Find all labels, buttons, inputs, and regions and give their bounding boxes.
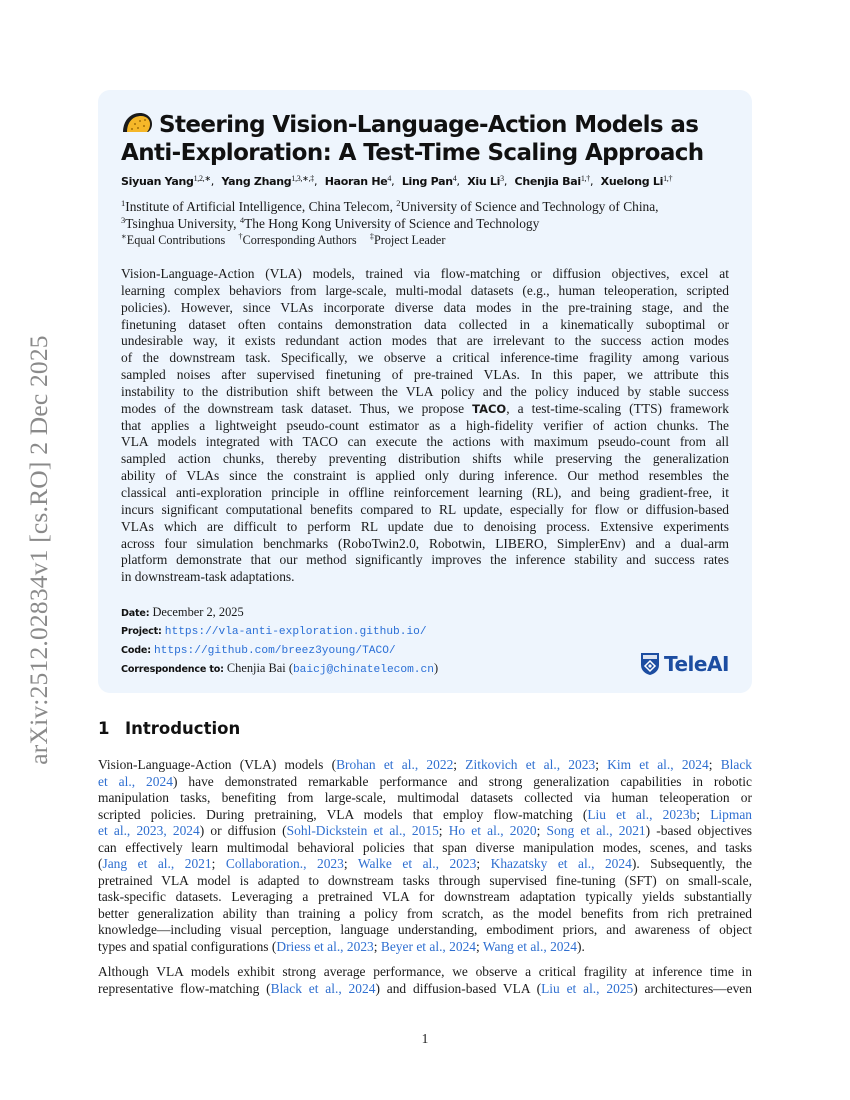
body-line: (Jang et al., 2021; Collaboration., 2023; Walke et al., 2023; Khazatsky et al., 2024). Subsequently, the bbox=[98, 856, 752, 871]
author-name: Ling Pan bbox=[401, 175, 453, 188]
contribution-notes bbox=[121, 232, 741, 249]
correspondence-name: Chenjia Bai ( bbox=[226, 661, 293, 675]
citation-link[interactable]: Brohan et al., 2022 bbox=[336, 757, 454, 772]
citation-link[interactable]: Black et al., 2024 bbox=[270, 980, 376, 996]
body-line: manipulation tasks, benefiting from large-scale, multimodal datasets collected via human teleoperation or bbox=[98, 790, 752, 805]
citation-link[interactable]: Collaboration., 2023 bbox=[225, 856, 344, 871]
affiliation-marker: 1 bbox=[121, 198, 126, 208]
section-heading-introduction bbox=[98, 719, 240, 738]
note-symbol: † bbox=[238, 231, 243, 241]
author-affiliation-marker: 3 bbox=[500, 174, 504, 183]
introduction-paragraph-2 bbox=[98, 964, 752, 997]
body-line: pretrained VLA model is adapted to downstream tasks through supervised fine-tuning (SFT) on small-scale, bbox=[98, 872, 752, 888]
citation-link[interactable]: et al., 2023, 2024 bbox=[98, 823, 200, 838]
teleai-shield-icon bbox=[640, 652, 660, 676]
page-number: 1 bbox=[421, 1031, 429, 1046]
citation-link[interactable]: Beyer et al., 2024 bbox=[380, 938, 477, 954]
abstract-line: finetuning dataset often contains demonstration data collected in a kinematically suboptimal or bbox=[121, 316, 729, 332]
citation-link[interactable]: Liu et al., 2025 bbox=[541, 980, 634, 996]
abstract-line: that applies a lightweight pseudo-count estimator as a high-fidelity verifier of action chunks. The bbox=[121, 417, 729, 433]
note-symbol: ∗ bbox=[121, 231, 127, 241]
citation-link[interactable]: Zitkovich et al., 2023 bbox=[465, 757, 596, 772]
citation-link[interactable]: Song et al., 2021 bbox=[546, 823, 646, 838]
abstract-line: undesirable way, it exists redundant action modes that are irrelevant to the success action modes bbox=[121, 333, 729, 349]
body-line: better generalization ability than training a policy from scratch, as the model benefits from rich pretrained bbox=[98, 905, 752, 921]
abstract-text bbox=[121, 266, 729, 586]
author-list: Siyuan Yang$^{1,2,∗}$, Yang Zhang$^{1,3,∗,\ddagger}$, Haoran He$^4$, Ling Pan$^4$, Xiu Li$^3$, Chenjia Bai$^{1,\dagger}$, Xuelong $Li^{1,\dagger}$ bbox=[121, 174, 673, 188]
body-line: scripted policies. During pretraining, VLA models that employ flow-matching (Liu et al., 2023b; Lipman bbox=[98, 806, 752, 822]
citation-link[interactable]: Sohl-Dickstein et al., 2015 bbox=[286, 823, 439, 838]
citation-link[interactable]: Driess et al., 2023 bbox=[276, 938, 374, 954]
citation-link[interactable]: Ho et al., 2020 bbox=[448, 823, 537, 838]
note-text: Equal Contributions bbox=[126, 233, 226, 247]
affiliation-text: Tsinghua University, bbox=[125, 216, 240, 231]
affiliation-text: University of Science and Technology of China, bbox=[400, 199, 659, 214]
method-name-taco: TACO bbox=[472, 401, 507, 416]
project-row bbox=[121, 622, 438, 641]
abstract-line: VLA models integrated with TACO can execute the actions with maximum pseudo-count from all bbox=[121, 434, 729, 450]
body-line: et al., 2024) have demonstrated remarkable performance and strong generalization capabilities in robotic bbox=[98, 773, 752, 789]
abstract-line: platform demonstrate that our method significantly improves the inference stability and success rates bbox=[121, 552, 729, 568]
date-value: December 2, 2025 bbox=[152, 605, 244, 619]
abstract-line: across four simulation benchmarks (RoboTwin2.0, Robotwin, LIBERO, SimplerEnv) and a dual-arm bbox=[121, 535, 729, 551]
code-link[interactable]: https://github.com/breez3young/TACO/ bbox=[153, 645, 396, 657]
citation-link[interactable]: Kim et al., 2024 bbox=[607, 757, 709, 772]
citation-link[interactable]: Lipman bbox=[710, 806, 752, 822]
title-line-1: Steering Vision-Language-Action Models as bbox=[159, 112, 699, 138]
arxiv-identifier-text: arXiv:2512.02834v1 [cs.RO] 2 Dec 2025 bbox=[24, 334, 53, 765]
correspondence-email-link[interactable]: baicj@chinatelecom.cn bbox=[292, 664, 434, 676]
note-text: Project Leader bbox=[373, 233, 446, 247]
author-affiliation-marker: 4 bbox=[387, 174, 392, 183]
abstract-line: of the downstream task. Specifically, we observe a critical inference-time fragility among various bbox=[121, 350, 729, 366]
code-label: Code: bbox=[121, 645, 151, 656]
affiliation-text: The Hong Kong University of Science and Technology bbox=[244, 216, 540, 231]
project-link[interactable]: https://vla-anti-exploration.github.io/ bbox=[164, 626, 427, 638]
abstract-line: classical anti-exploration principle in offline reinforcement learning (RL), and being gradient-free, it bbox=[121, 484, 729, 500]
abstract-line: learning complex behaviors from large-scale, multi-modal datasets (e.g., human teleoperation, scripted bbox=[121, 282, 729, 298]
date-row bbox=[121, 604, 438, 622]
author-name: Xiu Li bbox=[467, 175, 501, 188]
note-symbol: ‡ bbox=[369, 231, 374, 241]
author-name: Chenjia Bai bbox=[514, 175, 581, 188]
citation-link[interactable]: Khazatsky et al., 2024 bbox=[490, 856, 632, 871]
note-text: Corresponding Authors bbox=[242, 233, 357, 247]
author-affiliation-marker: 1,3,∗,‡ bbox=[291, 174, 314, 183]
arxiv-identifier-stamp bbox=[14, 312, 64, 787]
title-line-2: Anti-Exploration: A Test-Time Scaling Approach bbox=[121, 140, 704, 166]
section-number: 1 bbox=[98, 719, 110, 738]
affiliation-text: Institute of Artificial Intelligence, China Telecom, bbox=[125, 199, 397, 214]
teleai-wordmark: TeleAI bbox=[664, 652, 729, 676]
body-line: task-specific datasets. Leveraging a pretrained VLA for downstream adaptation typically yields substantially bbox=[98, 889, 752, 904]
abstract-line: Vision-Language-Action (VLA) models, trained via flow-matching or diffusion objectives, excel at bbox=[121, 266, 729, 281]
citation-link[interactable]: et al., 2024 bbox=[98, 773, 173, 789]
affiliation-line bbox=[121, 198, 741, 215]
abstract-text-span: modes of the downstream task dataset. Thus, we propose bbox=[121, 400, 473, 416]
correspondence-label: Correspondence to: bbox=[121, 664, 224, 675]
abstract-line: sampled noises after supervised finetuning of pre-trained VLAs. In this paper, we attribute this bbox=[121, 367, 729, 383]
author-name: Haoran He bbox=[324, 175, 388, 188]
citation-link[interactable]: Black bbox=[720, 757, 753, 772]
correspondence-close: ) bbox=[433, 661, 439, 675]
abstract-text-span: , a test-time-scaling (TTS) framework bbox=[506, 400, 729, 416]
abstract-line bbox=[121, 401, 729, 418]
affiliation-line bbox=[121, 215, 741, 232]
teleai-logo bbox=[640, 652, 729, 676]
affiliation-marker: 3 bbox=[121, 215, 126, 225]
body-line: et al., 2023, 2024) or diffusion (Sohl-Dickstein et al., 2015; Ho et al., 2020; Song et al., 2021) -based objectives bbox=[98, 823, 753, 838]
correspondence-row bbox=[121, 660, 438, 679]
author-affiliation-marker: 1,2,∗ bbox=[193, 174, 211, 183]
abstract-line: in downstream-task adaptations. bbox=[121, 569, 295, 585]
affiliation-marker: 2 bbox=[396, 198, 401, 208]
code-row bbox=[121, 641, 438, 660]
paper-title bbox=[121, 111, 741, 167]
body-line: knowledge—including visual perception, language understanding, embodiment priors, and awareness of object bbox=[98, 922, 752, 937]
affiliation-marker: 4 bbox=[239, 215, 245, 225]
author-affiliation-marker: 1,† bbox=[580, 174, 590, 183]
abstract-line: policies). However, since VLAs incorporate diverse data modes in the pre-training stage, and the bbox=[121, 299, 729, 315]
affiliations bbox=[121, 198, 741, 249]
author-name: Xuelong Li bbox=[600, 175, 664, 188]
citation-link[interactable]: Liu et al., 2023b bbox=[587, 806, 697, 822]
citation-link[interactable]: Walke et al., 2023 bbox=[357, 856, 477, 871]
author-affiliation-marker: 4 bbox=[452, 174, 457, 183]
section-title: Introduction bbox=[125, 719, 241, 738]
abstract-line: sampled action chunks, thereby preventing distribution shifts while preserving the generalization bbox=[121, 451, 729, 467]
body-line: Although VLA models exhibit strong average performance, we observe a critical fragility at inference time in bbox=[98, 964, 752, 979]
taco-icon bbox=[121, 112, 153, 134]
body-line: types and spatial configurations (Driess et al., 2023; Beyer et al., 2024; Wang et al., 2024). bbox=[98, 938, 585, 954]
author-name: Yang Zhang bbox=[221, 175, 292, 188]
paper-metadata bbox=[121, 604, 438, 679]
citation-link[interactable]: Wang et al., 2024 bbox=[482, 938, 577, 954]
introduction-paragraph-1 bbox=[98, 757, 752, 955]
abstract-line: incurs significant computational benefits compared to RL update, especially for flow or diffusion-based bbox=[121, 501, 729, 517]
abstract-line: instability to the distribution shift between the VLA policy and the policy induced by stable success bbox=[121, 383, 729, 399]
body-line: Vision-Language-Action (VLA) models (Brohan et al., 2022; Zitkovich et al., 2023; Kim et al., 2024; Black bbox=[98, 757, 753, 772]
author-name: Siyuan Yang bbox=[121, 175, 194, 188]
citation-link[interactable]: Jang et al., 2021 bbox=[102, 856, 212, 871]
project-label: Project: bbox=[121, 626, 162, 637]
date-label: Date: bbox=[121, 608, 150, 619]
abstract-line: VLAs which are difficult to perform RL update due to denoising process. Extensive experiments bbox=[121, 518, 729, 534]
body-line: can effectively learn multimodal behavioral policies that span diverse manipulation modes, scenes, and tasks bbox=[98, 839, 752, 855]
body-line: representative flow-matching (Black et al., 2024) and diffusion-based VLA (Liu et al., 2025) architectures—even bbox=[98, 980, 752, 996]
author-affiliation-marker: 1,† bbox=[663, 174, 673, 183]
abstract-line: ability of VLAs since the constraint is applied only during inference. Our method resembles the bbox=[121, 468, 729, 484]
